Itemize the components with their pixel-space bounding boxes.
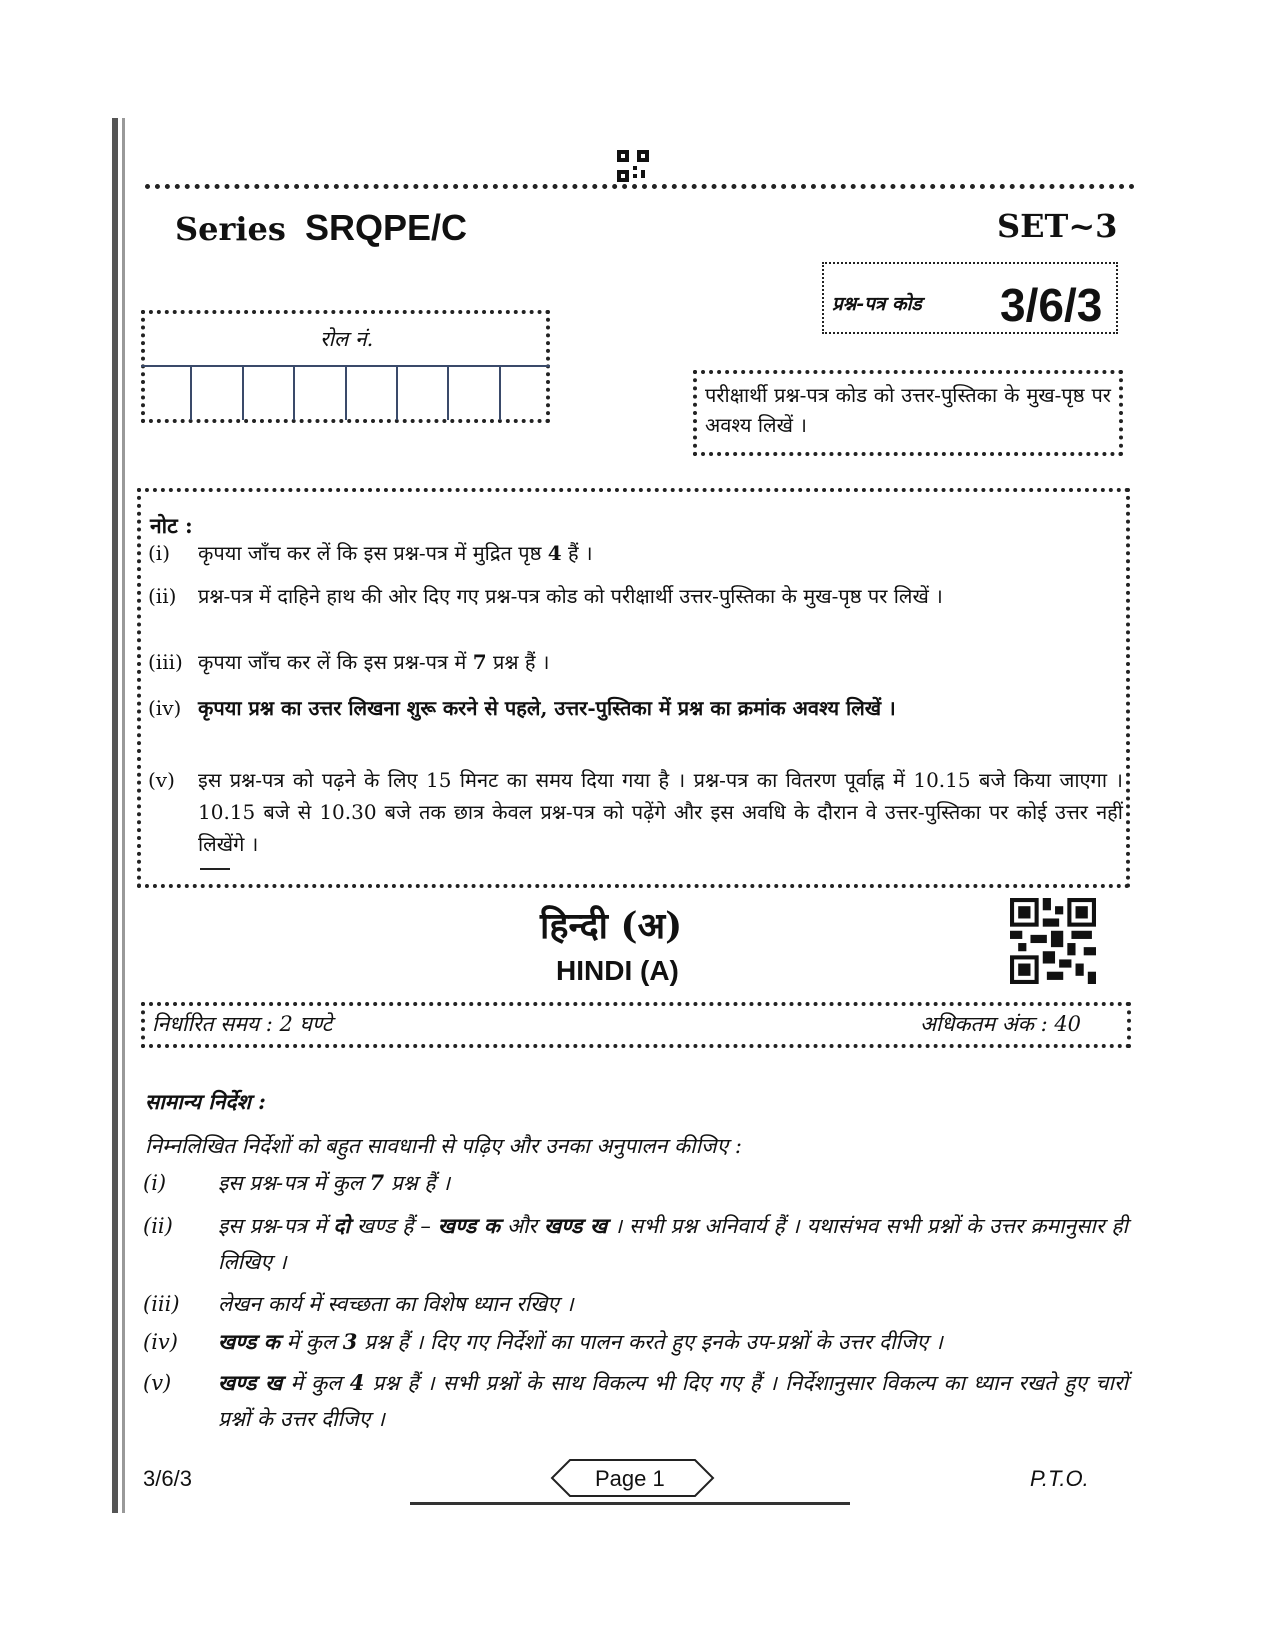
qr-code-icon [617, 150, 649, 182]
instruction-text: लेखन कार्य में स्वच्छता का विशेष ध्यान रखिए । [218, 1292, 574, 1316]
note-bold: 7 [472, 650, 487, 674]
note-text: इस प्रश्न-पत्र को पढ़ने के लिए 15 मिनट का समय दिया गया है । प्रश्न-पत्र का वितरण पूर्वाह्न में 10.15 बजे किया जाएगा । 10.15 बजे से 10.30 बजे तक छात्र केवल प्रश्न-पत्र को पढ़ेंगे और इस अवधि के दौरान वे उत्तर-पुस्तिका पर कोई उत्तर नहीं लिखेंगे । [198, 768, 1123, 856]
instruction-text: इस प्रश्न-पत्र में कुल [218, 1171, 370, 1195]
note-item-number: (ii) [148, 584, 177, 608]
max-marks: अधिकतम अंक : 40 [920, 1012, 1082, 1036]
note-text: हैं । [561, 541, 593, 565]
qp-code-label: प्रश्न-पत्र कोड [832, 293, 922, 315]
note-text: कृपया जाँच कर लें कि इस प्रश्न-पत्र में मुद्रित पृष्ठ [198, 541, 548, 565]
instruction-text: में कुल [279, 1330, 343, 1354]
note-bold: 4 [547, 541, 562, 565]
instruction-number: (i) [143, 1171, 167, 1195]
time-allowed: निर्धारित समय : 2 घण्टे [152, 1012, 333, 1036]
instruction-item [143, 1208, 1128, 1280]
roll-digit-cell[interactable] [398, 367, 449, 420]
roll-digit-cell[interactable] [295, 367, 346, 420]
underline-mark [200, 868, 230, 870]
candidate-instruction: परीक्षार्थी प्रश्न-पत्र कोड को उत्तर-पुस्तिका के मुख-पृष्ठ पर अवश्य लिखें । [693, 370, 1123, 456]
note-item [148, 692, 1123, 724]
instruction-text: में कुल [282, 1371, 350, 1395]
roll-digit-cell[interactable] [501, 367, 550, 420]
instruction-bold: खण्ड क [218, 1329, 280, 1354]
roll-number-label: रोल नं. [320, 327, 374, 351]
general-instructions-title: सामान्य निर्देश : [145, 1089, 266, 1114]
instruction-item [143, 1286, 1128, 1322]
instruction-text: इस प्रश्न-पत्र में [218, 1214, 334, 1238]
note-item-number: (iv) [148, 696, 182, 720]
instruction-text: खण्ड हैं – [349, 1214, 438, 1238]
pto-label: P.T.O. [1030, 1466, 1089, 1491]
instruction-bold: दो [333, 1213, 350, 1238]
note-text: कृपया प्रश्न का उत्तर लिखना शुरू करने से पहले, उत्तर-पुस्तिका में प्रश्न का क्रमांक अवश्य लिखें । [198, 696, 896, 720]
note-text: प्रश्न हैं । [486, 650, 550, 674]
instruction-number: (ii) [143, 1214, 173, 1238]
instruction-text: प्रश्न हैं । दिए गए निर्देशों का पालन करते हुए इनके उप-प्रश्नों के उत्तर दीजिए । [357, 1330, 943, 1354]
instruction-number: (v) [143, 1371, 172, 1395]
instruction-bold: 3 [342, 1329, 358, 1354]
binding-strip-inner [122, 118, 125, 1513]
roll-digit-cell[interactable] [347, 367, 398, 420]
page-number: Page 1 [595, 1466, 665, 1491]
footer-qp-code: 3/6/3 [143, 1466, 192, 1491]
instruction-item [143, 1165, 1128, 1201]
instruction-text: । सभी प्रश्न अनिवार्य हैं । यथासंभव सभी प्रश्नों के उत्तर क्रमानुसार ही लिखिए । [218, 1214, 1128, 1274]
instruction-number: (iii) [143, 1292, 180, 1316]
instruction-text: प्रश्न हैं । [384, 1171, 451, 1195]
note-text: प्रश्न-पत्र में दाहिने हाथ की ओर दिए गए प्रश्न-पत्र कोड को परीक्षार्थी उत्तर-पुस्तिका के मुख-पृष्ठ पर लिखें । [198, 584, 943, 608]
note-item [148, 646, 1123, 678]
instruction-text: प्रश्न हैं । सभी प्रश्नों के साथ विकल्प भी दिए गए हैं । निर्देशानुसार विकल्प का ध्यान रखते हुए चारों प्रश्नों के उत्तर दीजिए । [218, 1371, 1128, 1431]
note-item [148, 580, 1123, 612]
instruction-item [143, 1365, 1128, 1437]
instruction-bold: खण्ड क [437, 1213, 500, 1238]
note-item-number: (i) [148, 541, 171, 565]
series-code: SRQPE/C [305, 207, 468, 248]
instruction-bold: 7 [369, 1170, 385, 1195]
roll-digit-cell[interactable] [141, 367, 192, 420]
instruction-number: (iv) [143, 1330, 178, 1354]
roll-digit-cell[interactable] [244, 367, 295, 420]
qr-code-icon [1010, 898, 1096, 984]
instruction-text: और [499, 1214, 544, 1238]
note-text: कृपया जाँच कर लें कि इस प्रश्न-पत्र में [198, 650, 473, 674]
roll-digit-cell[interactable] [192, 367, 243, 420]
instruction-item [143, 1324, 1128, 1360]
instruction-bold: 4 [349, 1370, 365, 1395]
instruction-bold: खण्ड ख [543, 1213, 608, 1238]
roll-number-grid [141, 365, 550, 420]
set-number: SET~3 [997, 207, 1118, 245]
instruction-bold: खण्ड ख [218, 1370, 283, 1395]
note-item-number: (iii) [148, 650, 183, 674]
note-item [148, 537, 1123, 569]
note-item [148, 764, 1123, 860]
note-title: नोट : [150, 513, 193, 538]
note-item-number: (v) [148, 768, 175, 792]
series-label: Series [175, 210, 286, 248]
top-dotted-rule [145, 184, 1135, 189]
roll-digit-cell[interactable] [449, 367, 500, 420]
general-instructions-intro: निम्नलिखित निर्देशों को बहुत सावधानी से पढ़िए और उनका अनुपालन कीजिए : [145, 1134, 742, 1158]
subject-title-english: HINDI (A) [556, 955, 679, 986]
subject-title-hindi: हिन्दी (अ) [540, 905, 683, 947]
footer-rule [410, 1502, 850, 1505]
series-heading [175, 207, 467, 249]
qp-code: 3/6/3 [1000, 279, 1103, 331]
binding-strip [112, 118, 118, 1513]
